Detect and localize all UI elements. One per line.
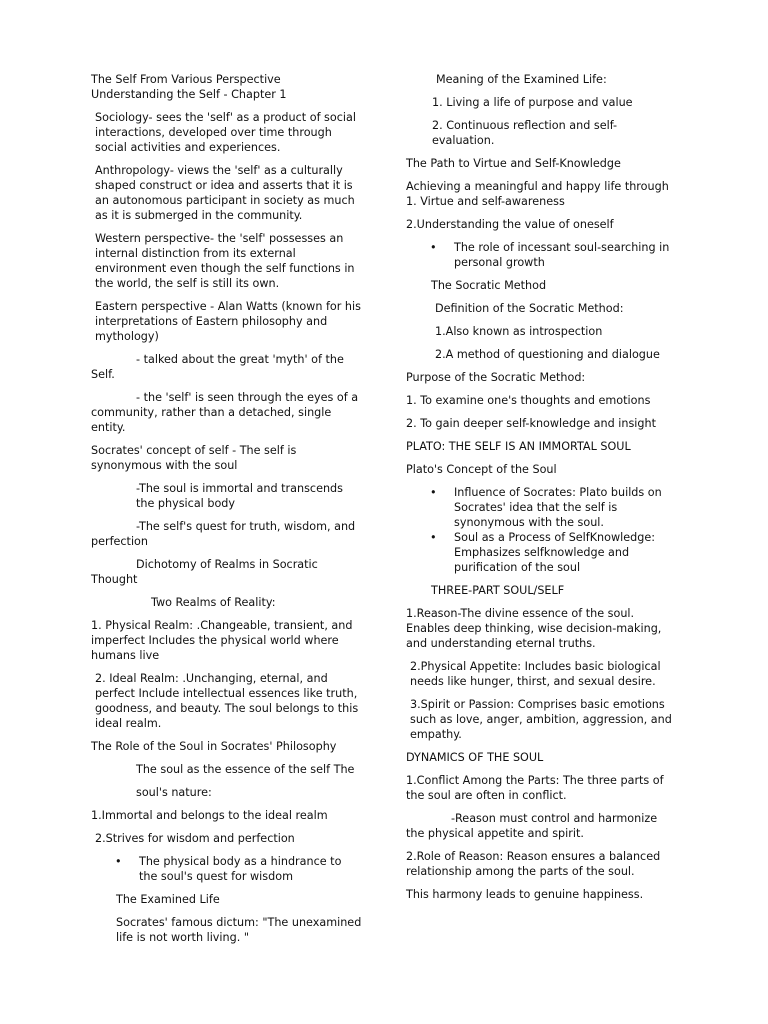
paragraph: soul's nature: [136, 786, 212, 799]
paragraph: 1.Reason-The divine essence of the soul. Enables deep thinking, wise decision-making, and understanding eternal truths. [406, 607, 662, 650]
paragraph: -Reason must control and harmonize the physical appetite and spirit. [406, 812, 658, 840]
paragraph: 2. Ideal Realm: .Unchanging, eternal, and perfect Include intellectual essences like truth, goodness, and beauty. The soul belongs to this ideal realm. [95, 672, 359, 730]
paragraph: The soul as the essence of the self The [136, 763, 355, 776]
bullet-item: • The role of incessant soul-searching in personal growth [406, 240, 676, 270]
paragraph: 1. To examine one's thoughts and emotions [406, 394, 651, 407]
paragraph: Socrates' concept of self - The self is synonymous with the soul [91, 444, 297, 472]
right-column [406, 72, 676, 910]
paragraph: 1.Conflict Among the Parts: The three parts of the soul are often in conflict. [406, 774, 664, 802]
paragraph: Anthropology- views the 'self' as a culturally shaped construct or idea and asserts that it is an autonomous participant in society as much as it is submerged in the community. [95, 164, 355, 222]
paragraph: This harmony leads to genuine happiness. [406, 888, 644, 901]
paragraph: The Path to Virtue and Self-Knowledge [406, 157, 621, 170]
paragraph: Eastern perspective - Alan Watts (known for his interpretations of Eastern philosophy and mythology) [95, 300, 361, 343]
paragraph: The Role of the Soul in Socrates' Philosophy [91, 740, 337, 753]
paragraph: Sociology- sees the 'self' as a product of social interactions, developed over time through social activities and experiences. [95, 111, 356, 154]
paragraph: The Examined Life [116, 893, 220, 906]
paragraph: 1. Physical Realm: .Changeable, transient, and imperfect Includes the physical world where humans live [91, 619, 353, 662]
paragraph: Western perspective- the 'self' possesses an internal distinction from its external environment even though the self functions in the world, the self is still its own. [95, 232, 355, 290]
paragraph: 1.Also known as introspection [435, 325, 603, 338]
paragraph: 2.Understanding the value of oneself [406, 218, 614, 231]
paragraph: 1.Immortal and belongs to the ideal realm [91, 809, 328, 822]
paragraph: - talked about the great 'myth' of the Self. [91, 353, 344, 381]
bullet-item: • The physical body as a hindrance to the soul's quest for wisdom [91, 854, 363, 884]
paragraph: DYNAMICS OF THE SOUL [406, 751, 544, 764]
paragraph: 2. To gain deeper self-knowledge and insight [406, 417, 656, 430]
paragraph: Two Realms of Reality: [151, 596, 276, 609]
paragraph: - the 'self' is seen through the eyes of a community, rather than a detached, single entity. [91, 391, 359, 434]
paragraph: 2.Strives for wisdom and perfection [95, 832, 295, 845]
bullet-item: • Influence of Socrates: Plato builds on Socrates' idea that the self is synonymous with the soul. [406, 485, 676, 530]
paragraph: Plato's Concept of the Soul [406, 463, 557, 476]
paragraph: 2.A method of questioning and dialogue [435, 348, 660, 361]
paragraph: The Self From Various Perspective Understanding the Self - Chapter 1 [91, 73, 287, 101]
paragraph: 3.Spirit or Passion: Comprises basic emotions such as love, anger, ambition, aggression, and empathy. [410, 698, 672, 741]
paragraph: Definition of the Socratic Method: [435, 302, 624, 315]
paragraph: Dichotomy of Realms in Socratic Thought [91, 558, 318, 586]
paragraph: 2. Continuous reflection and self-evaluation. [432, 119, 618, 147]
paragraph: 1. Living a life of purpose and value [432, 96, 633, 109]
paragraph: Achieving a meaningful and happy life through 1. Virtue and self-awareness [406, 180, 669, 208]
paragraph: Meaning of the Examined Life: [436, 73, 607, 86]
paragraph: 2.Physical Appetite: Includes basic biological needs like hunger, thirst, and sexual desire. [410, 660, 661, 688]
paragraph: Socrates' famous dictum: "The unexamined life is not worth living. " [116, 916, 362, 944]
left-column [91, 72, 363, 953]
paragraph: Purpose of the Socratic Method: [406, 371, 586, 384]
paragraph: -The soul is immortal and transcends the physical body [136, 482, 343, 510]
paragraph: PLATO: THE SELF IS AN IMMORTAL SOUL [406, 440, 631, 453]
bullet-item: • Soul as a Process of SelfKnowledge: Emphasizes selfknowledge and purification of the soul [406, 530, 676, 575]
paragraph: THREE-PART SOUL/SELF [431, 584, 565, 597]
paragraph: -The self's quest for truth, wisdom, and perfection [91, 520, 356, 548]
paragraph: The Socratic Method [431, 279, 547, 292]
paragraph: 2.Role of Reason: Reason ensures a balanced relationship among the parts of the soul. [406, 850, 661, 878]
